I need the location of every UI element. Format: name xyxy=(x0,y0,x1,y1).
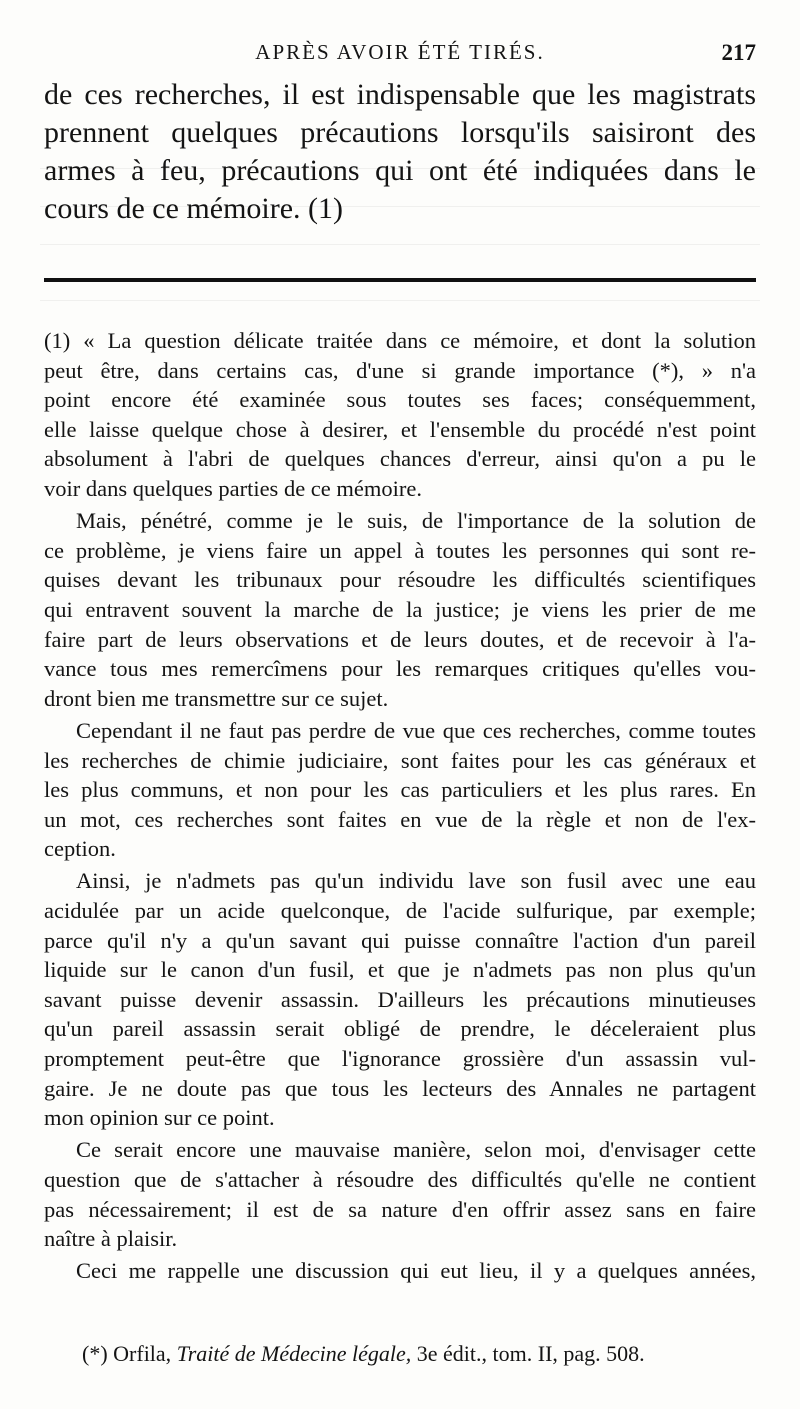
main-text-line: prennent quelques précautions lorsqu'ils saisiront des xyxy=(44,116,756,149)
note-line: peut être, dans certains cas, d'une si grande importance (*), » n'a xyxy=(44,357,756,383)
note-line: point encore été examinée sous toutes ses faces; conséquemment, xyxy=(44,387,756,413)
note-line: parce qu'il n'y a qu'un savant qui puisse connaître l'action d'un pareil xyxy=(44,927,756,953)
note-line: (1) « La question délicate traitée dans ce mémoire, et dont la solution xyxy=(44,328,756,353)
note-line: vance tous mes remercîmens pour les remarques critiques qu'elles vou- xyxy=(44,656,756,682)
endnote-block xyxy=(44,326,756,1289)
note-line: naître à plaisir. xyxy=(44,1226,178,1252)
running-head xyxy=(44,38,756,68)
note-line: ce problème, je viens faire un appel à toutes les personnes qui sont re- xyxy=(44,537,756,563)
note-line: Ce serait encore une mauvaise manière, selon moi, d'envisager cette xyxy=(76,1137,756,1163)
note-paragraph xyxy=(44,716,756,864)
note-line: promptement peut-être que l'ignorance grossière d'un assassin vul- xyxy=(44,1046,756,1072)
footnote-author: Orfila, xyxy=(113,1341,172,1366)
main-text-block xyxy=(44,76,756,228)
note-line: Mais, pénétré, comme je le suis, de l'importance de la solution de xyxy=(76,508,756,534)
note-line: faire part de leurs observations et de leurs doutes, et de recevoir à l'a- xyxy=(44,626,756,652)
note-line: pas nécessairement; il est de sa nature d'en offrir assez sans en faire xyxy=(44,1196,756,1222)
note-line: Ainsi, je n'admets pas qu'un individu lave son fusil avec une eau xyxy=(76,868,756,894)
footnote-work-title: Traité de Médecine légale, xyxy=(176,1341,412,1366)
footnote xyxy=(82,1340,756,1368)
running-title: APRÈS AVOIR ÉTÉ TIRÉS. xyxy=(255,40,545,64)
note-line: Cependant il ne faut pas perdre de vue que ces recherches, comme toutes xyxy=(76,717,756,743)
note-line: savant puisse devenir assassin. D'ailleurs les précautions minutieuses xyxy=(44,986,756,1012)
note-line: mon opinion sur ce point. xyxy=(44,1105,275,1131)
note-line: acidulée par un acide quelconque, de l'acide sulfurique, par exemple; xyxy=(44,898,756,924)
note-line: qu'un pareil assassin serait obligé de prendre, le déceleraient plus xyxy=(44,1016,756,1042)
note-paragraph xyxy=(44,1256,756,1286)
note-line: qui entravent souvent la marche de la justice; je viens les prier de me xyxy=(44,596,756,622)
note-line: les plus communs, et non pour les cas particuliers et les plus rares. En xyxy=(44,777,756,803)
note-paragraph xyxy=(44,506,756,713)
note-line: un mot, ces recherches sont faites en vue de la règle et non de l'ex- xyxy=(44,806,756,832)
note-line: voir dans quelques parties de ce mémoire. xyxy=(44,475,422,501)
note-line: dront bien me transmettre sur ce sujet. xyxy=(44,685,389,711)
note-line: quises devant les tribunaux pour résoudre les difficultés scientifiques xyxy=(44,567,756,593)
page-number: 217 xyxy=(721,40,756,65)
note-line: absolument à l'abri de quelques chances d'erreur, ainsi qu'on a pu le xyxy=(44,446,756,472)
main-text-line: armes à feu, précautions qui ont été indiquées dans le xyxy=(44,154,756,187)
note-line: question que de s'attacher à résoudre des difficultés qu'elle ne contient xyxy=(44,1167,756,1192)
note-paragraph xyxy=(44,866,756,1132)
main-text-line: de ces recherches, il est indispensable que les magistrats xyxy=(44,78,756,111)
main-text-line: cours de ce mémoire. (1) xyxy=(44,192,344,225)
note-paragraph xyxy=(44,1135,756,1253)
note-line: Ceci me rappelle une discussion qui eut lieu, il y a quelques années, xyxy=(76,1258,756,1284)
note-paragraph xyxy=(44,326,756,504)
note-line: ception. xyxy=(44,836,116,862)
footnote-marker: (*) xyxy=(82,1341,108,1366)
note-line: gaire. Je ne doute pas que tous les lecteurs des Annales ne partagent xyxy=(44,1075,756,1101)
note-line: liquide sur le canon d'un fusil, et que je n'admets pas non plus qu'un xyxy=(44,957,756,983)
section-divider-rule xyxy=(44,278,756,282)
note-line: les recherches de chimie judiciaire, sont faites pour les cas généraux et xyxy=(44,747,756,773)
footnote-details: 3e édit., tom. II, pag. 508. xyxy=(416,1341,645,1366)
note-line: elle laisse quelque chose à desirer, et l'ensemble du procédé n'est point xyxy=(44,416,756,442)
